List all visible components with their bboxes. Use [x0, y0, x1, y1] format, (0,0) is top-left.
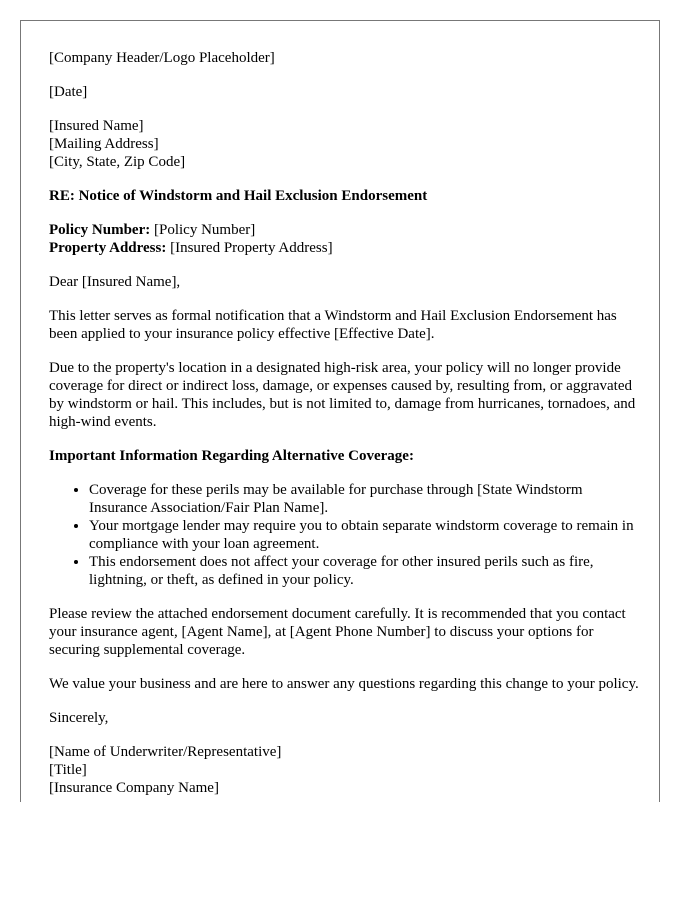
alternative-coverage-list [49, 481, 639, 589]
letter-date: [Date] [49, 84, 88, 100]
property-address-value: [Insured Property Address] [166, 240, 333, 256]
policy-number-line [49, 221, 639, 239]
paragraph-notification: This letter serves as formal notification that a Windstorm and Hail Exclusion Endorsement has been applied to your insurance policy effective [Effective Date]. [49, 308, 617, 342]
paragraph-value-business: We value your business and are here to answer any questions regarding this change to your policy. [49, 676, 639, 692]
recipient-mailing-address: [Mailing Address] [49, 136, 159, 152]
re-line: RE: Notice of Windstorm and Hail Exclusion Endorsement [49, 188, 428, 204]
letter-content [49, 49, 639, 802]
important-info-heading: Important Information Regarding Alternative Coverage: [49, 448, 414, 464]
list-item: • Coverage for these perils may be available for purchase through [State Windstorm Insurance Association/Fair Plan Name]. [89, 481, 639, 517]
letter-page [20, 20, 660, 802]
recipient-name: [Insured Name] [49, 118, 144, 134]
signature-company: [Insurance Company Name] [49, 780, 219, 796]
company-header: [Company Header/Logo Placeholder] [49, 50, 275, 66]
policy-number-value: [Policy Number] [150, 222, 256, 238]
property-address-label: Property Address: [49, 240, 167, 256]
recipient-city-state-zip: [City, State, Zip Code] [49, 154, 186, 170]
signature-name: [Name of Underwriter/Representative] [49, 744, 282, 760]
signature-title: [Title] [49, 762, 87, 778]
paragraph-exclusion-details: Due to the property's location in a designated high-risk area, your policy will no longer provide coverage for direct or indirect loss, damage, or expenses caused by, resulting from, or aggravated by windstorm or hail. This includes, but is not limited to, damage from hurricanes, tornadoes, and high-wind events. [49, 360, 636, 430]
policy-number-label: Policy Number: [49, 222, 151, 238]
paragraph-review-instructions: Please review the attached endorsement document carefully. It is recommended that you contact your insurance agent, [Agent Name], at [Agent Phone Number] to discuss your options for securing supplemental coverage. [49, 606, 626, 658]
policy-info-block [49, 221, 639, 257]
list-item: • Your mortgage lender may require you to obtain separate windstorm coverage to remain in compliance with your loan agreement. [89, 517, 639, 553]
property-address-line [49, 239, 639, 257]
closing: Sincerely, [49, 710, 109, 726]
salutation: Dear [Insured Name], [49, 274, 181, 290]
recipient-block [49, 117, 639, 171]
signature-block [49, 743, 639, 797]
list-item: • This endorsement does not affect your coverage for other insured perils such as fire, lightning, or theft, as defined in your policy. [89, 553, 639, 589]
